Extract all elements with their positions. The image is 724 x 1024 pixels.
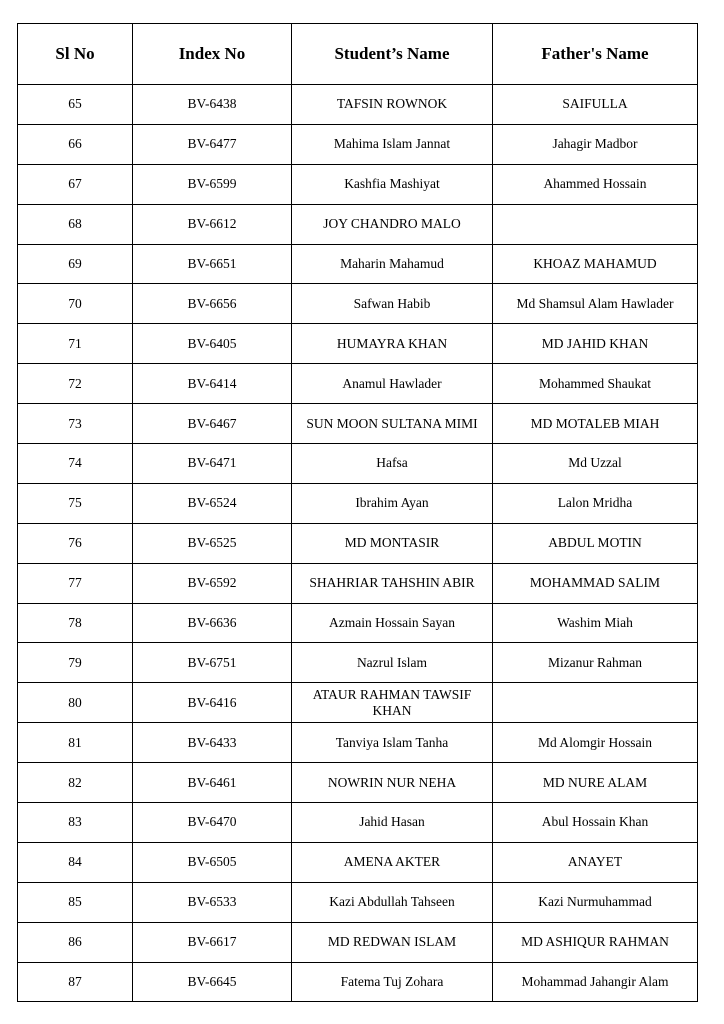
table-row	[18, 324, 698, 364]
sl-no-cell: 82	[18, 763, 133, 803]
student-name-cell: JOY CHANDRO MALO	[292, 204, 493, 244]
student-name-cell: Safwan Habib	[292, 284, 493, 324]
table-row	[18, 962, 698, 1002]
student-name-cell: Anamul Hawlader	[292, 364, 493, 404]
father-name-cell: KHOAZ MAHAMUD	[493, 244, 698, 284]
student-list-table	[17, 23, 698, 1002]
index-no-cell: BV-6617	[133, 922, 292, 962]
table-row	[18, 563, 698, 603]
table-row	[18, 842, 698, 882]
sl-no-cell: 73	[18, 404, 133, 444]
index-no-cell: BV-6599	[133, 164, 292, 204]
student-name-cell: Jahid Hasan	[292, 803, 493, 843]
student-name-cell: Ibrahim Ayan	[292, 483, 493, 523]
table-row	[18, 444, 698, 484]
father-name-cell	[493, 204, 698, 244]
father-name-cell: Md Alomgir Hossain	[493, 723, 698, 763]
index-no-cell: BV-6471	[133, 444, 292, 484]
index-no-cell: BV-6438	[133, 85, 292, 125]
father-name-cell: Abul Hossain Khan	[493, 803, 698, 843]
header-father-name: Father's Name	[493, 24, 698, 85]
sl-no-cell: 76	[18, 523, 133, 563]
header-row	[18, 24, 698, 85]
sl-no-cell: 85	[18, 882, 133, 922]
table-row	[18, 404, 698, 444]
index-no-cell: BV-6645	[133, 962, 292, 1002]
table-row	[18, 364, 698, 404]
student-name-cell: Kazi Abdullah Tahseen	[292, 882, 493, 922]
index-no-cell: BV-6656	[133, 284, 292, 324]
table-row	[18, 164, 698, 204]
index-no-cell: BV-6414	[133, 364, 292, 404]
father-name-cell: Mohammad Jahangir Alam	[493, 962, 698, 1002]
sl-no-cell: 70	[18, 284, 133, 324]
sl-no-cell: 72	[18, 364, 133, 404]
table-row	[18, 523, 698, 563]
sl-no-cell: 84	[18, 842, 133, 882]
header-sl-no: Sl No	[18, 24, 133, 85]
student-name-cell: SHAHRIAR TAHSHIN ABIR	[292, 563, 493, 603]
table-row	[18, 284, 698, 324]
header-student-name: Student’s Name	[292, 24, 493, 85]
table-row	[18, 483, 698, 523]
sl-no-cell: 83	[18, 803, 133, 843]
table-row	[18, 723, 698, 763]
sl-no-cell: 77	[18, 563, 133, 603]
father-name-cell: Md Uzzal	[493, 444, 698, 484]
index-no-cell: BV-6416	[133, 683, 292, 723]
index-no-cell: BV-6505	[133, 842, 292, 882]
sl-no-cell: 75	[18, 483, 133, 523]
father-name-cell: Mohammed Shaukat	[493, 364, 698, 404]
student-name-cell: AMENA AKTER	[292, 842, 493, 882]
table-row	[18, 643, 698, 683]
index-no-cell: BV-6525	[133, 523, 292, 563]
index-no-cell: BV-6433	[133, 723, 292, 763]
father-name-cell: Ahammed Hossain	[493, 164, 698, 204]
student-name-cell: Tanviya Islam Tanha	[292, 723, 493, 763]
table-row	[18, 244, 698, 284]
father-name-cell: ABDUL MOTIN	[493, 523, 698, 563]
father-name-cell: ANAYET	[493, 842, 698, 882]
sl-no-cell: 71	[18, 324, 133, 364]
student-name-cell: NOWRIN NUR NEHA	[292, 763, 493, 803]
father-name-cell: Md Shamsul Alam Hawlader	[493, 284, 698, 324]
student-name-cell: Nazrul Islam	[292, 643, 493, 683]
father-name-cell: Washim Miah	[493, 603, 698, 643]
sl-no-cell: 66	[18, 124, 133, 164]
sl-no-cell: 74	[18, 444, 133, 484]
sl-no-cell: 87	[18, 962, 133, 1002]
table-body	[18, 85, 698, 1002]
index-no-cell: BV-6592	[133, 563, 292, 603]
father-name-cell: MD JAHID KHAN	[493, 324, 698, 364]
header-index-no: Index No	[133, 24, 292, 85]
index-no-cell: BV-6751	[133, 643, 292, 683]
table-header	[18, 24, 698, 85]
student-name-cell: MD MONTASIR	[292, 523, 493, 563]
index-no-cell: BV-6405	[133, 324, 292, 364]
index-no-cell: BV-6524	[133, 483, 292, 523]
student-name-cell: Azmain Hossain Sayan	[292, 603, 493, 643]
father-name-cell: MD NURE ALAM	[493, 763, 698, 803]
sl-no-cell: 69	[18, 244, 133, 284]
table-row	[18, 603, 698, 643]
student-name-cell: Kashfia Mashiyat	[292, 164, 493, 204]
father-name-cell: SAIFULLA	[493, 85, 698, 125]
sl-no-cell: 86	[18, 922, 133, 962]
student-name-cell: TAFSIN ROWNOK	[292, 85, 493, 125]
table-row	[18, 124, 698, 164]
student-name-cell: Maharin Mahamud	[292, 244, 493, 284]
index-no-cell: BV-6636	[133, 603, 292, 643]
index-no-cell: BV-6461	[133, 763, 292, 803]
index-no-cell: BV-6470	[133, 803, 292, 843]
index-no-cell: BV-6477	[133, 124, 292, 164]
student-name-cell: ATAUR RAHMAN TAWSIF KHAN	[292, 683, 493, 723]
table-row	[18, 763, 698, 803]
student-name-cell: MD REDWAN ISLAM	[292, 922, 493, 962]
index-no-cell: BV-6467	[133, 404, 292, 444]
sl-no-cell: 80	[18, 683, 133, 723]
student-name-cell: Fatema Tuj Zohara	[292, 962, 493, 1002]
table-row	[18, 683, 698, 723]
father-name-cell: Kazi Nurmuhammad	[493, 882, 698, 922]
father-name-cell: MD ASHIQUR RAHMAN	[493, 922, 698, 962]
father-name-cell: Mizanur Rahman	[493, 643, 698, 683]
table-row	[18, 204, 698, 244]
father-name-cell: MOHAMMAD SALIM	[493, 563, 698, 603]
father-name-cell: Lalon Mridha	[493, 483, 698, 523]
sl-no-cell: 78	[18, 603, 133, 643]
father-name-cell: MD MOTALEB MIAH	[493, 404, 698, 444]
student-name-cell: SUN MOON SULTANA MIMI	[292, 404, 493, 444]
table-row	[18, 922, 698, 962]
index-no-cell: BV-6533	[133, 882, 292, 922]
table-row	[18, 882, 698, 922]
index-no-cell: BV-6651	[133, 244, 292, 284]
sl-no-cell: 81	[18, 723, 133, 763]
student-name-cell: Hafsa	[292, 444, 493, 484]
sl-no-cell: 65	[18, 85, 133, 125]
father-name-cell: Jahagir Madbor	[493, 124, 698, 164]
index-no-cell: BV-6612	[133, 204, 292, 244]
sl-no-cell: 68	[18, 204, 133, 244]
father-name-cell	[493, 683, 698, 723]
sl-no-cell: 67	[18, 164, 133, 204]
student-name-cell: Mahima Islam Jannat	[292, 124, 493, 164]
table-row	[18, 803, 698, 843]
table-row	[18, 85, 698, 125]
student-name-cell: HUMAYRA KHAN	[292, 324, 493, 364]
sl-no-cell: 79	[18, 643, 133, 683]
